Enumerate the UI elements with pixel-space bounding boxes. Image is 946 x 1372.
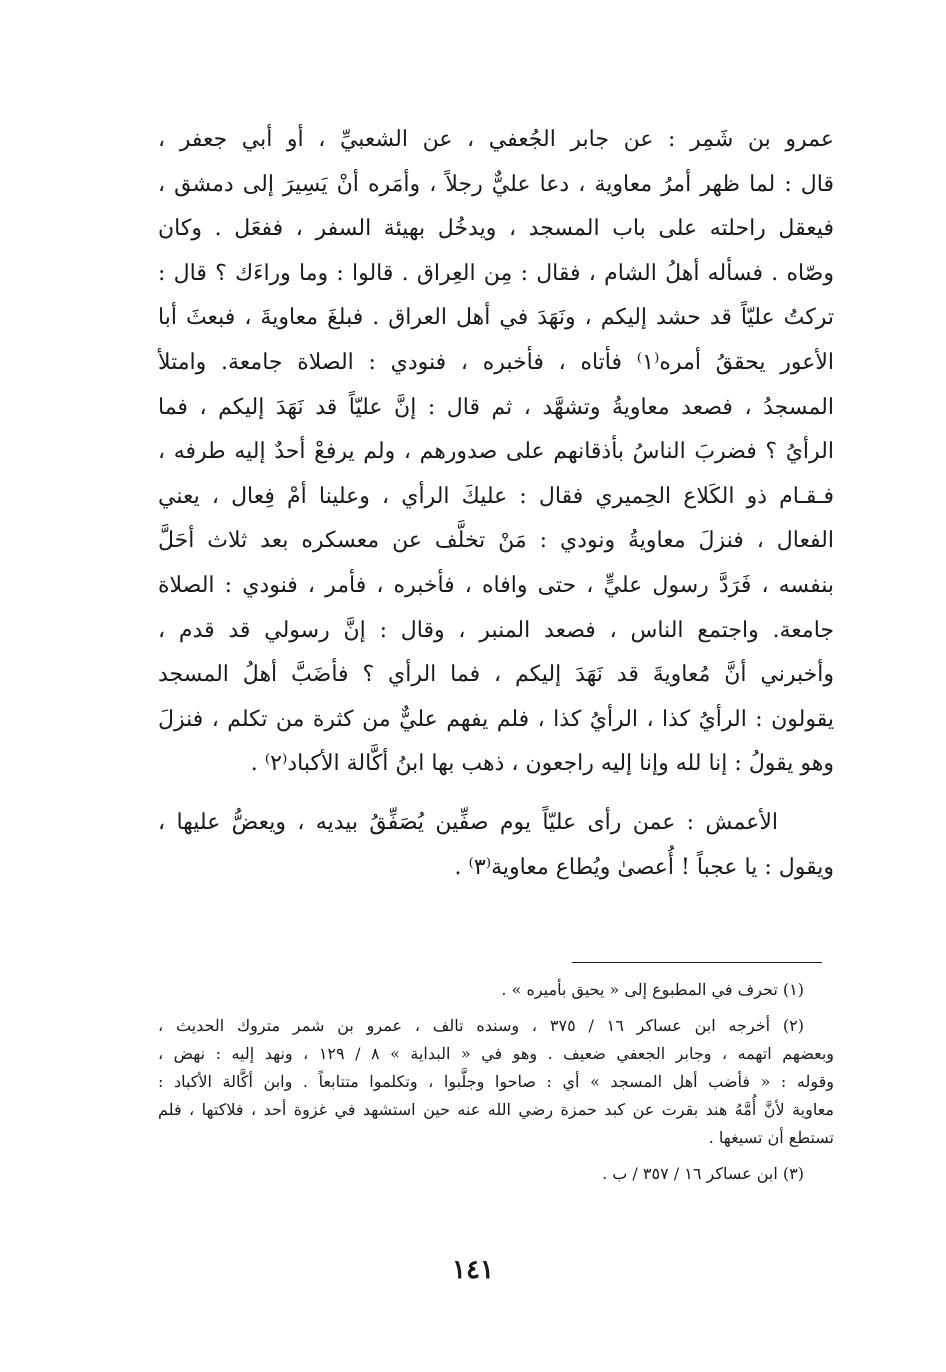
footnote-separator [572,962,822,963]
paragraph-al-amash [158,801,834,890]
text-line: الفعال ، فنزلَ معاويةُ ونودي : مَنْ تخلَّف عن معسكره بعد ثلاث أحَلَّ [158,528,834,554]
footnotes [158,976,834,1196]
text-line: المسجدُ ، فصعد معاويةُ وتشهَّد ، ثم قال : إنَّ عليّاً قد نَهَدَ إليكم ، فما [158,394,834,420]
main-text [158,118,834,890]
page-number: ١٤١ [452,1255,494,1285]
footnote-line: (٢) أخرجه ابن عساكر ١٦ / ٣٧٥ ، وسنده تالف ، عمرو بن شمر متروك الحديث ، [158,1016,804,1035]
text-line: يقولون : الرأيُ كذا ، الرأيُ كذا ، فلم يفهم عليٌّ من كثرة من تكلم ، فنزلَ [158,706,834,732]
text-line: وصّاه . فسأله أهلُ الشام ، فقال : مِن العِراق . قالوا : وما وراءَك ؟ قال : [158,260,834,286]
text-line: عمرو بن شَمِر : عن جابر الجُعفي ، عن الشعبيِّ ، أو أبي جعفر ، [158,127,834,152]
text-line: تركتُ عليّاً قد حشد إليكم ، ونَهَدَ في أهل العراق . فبلغَ معاويةَ ، فبعثَ أبا [158,305,834,331]
paragraph-amr-bin-shamir [158,118,834,787]
text-line: ويقول : يا عجباً ! أُعصىٰ ويُطاع معاوية⁽٣⁾ . [454,854,834,880]
footnote-line: معاوية لأنَّ أُمَّهُ هند بقرت عن كبد حمزة رضي الله عنه حين استشهد في غزوة أحد ، فلاكتها ، فلم [158,1100,834,1119]
text-line: وأخبرني أنَّ مُعاويةَ قد نَهَدَ إليكم ، فما الرأي ؟ فأضَبَّ أهلُ المسجد [158,662,834,688]
footnote-line: (٣) ابن عساكر ١٦ / ٣٥٧ / ب . [602,1164,804,1183]
footnote-line: (١) تحرف في المطبوع إلى « يحيق بأميره » . [501,980,804,999]
text-line: الأعور يحققُ أمره⁽١⁾ فأتاه ، فأخبره ، فنودي : الصلاة جامعة. وامتلأ [158,349,835,375]
text-line: جامعة. واجتمع الناس ، فصعد المنبر ، وقال : إنَّ رسولي قد قدم ، [158,617,834,643]
text-line: فـقـام ذو الكَلاع الحِميري فقال : عليكَ الرأي ، وعلينا أمْ فِعال ، يعني [158,483,834,509]
text-line: وهو يقولُ : إنا لله وإنا إليه راجعون ، ذهب بها ابنُ أكَّالة الأكباد⁽٢⁾ . [250,751,834,777]
footnote-3 [158,1160,834,1188]
text-line: قال : لما ظهر أمرُ معاوية ، دعا عليٌّ رجلاً ، وأمَره أنْ يَسِيرَ إلى دمشق ، [158,171,834,197]
footnote-line: تستطع أن تسيغها . [708,1128,834,1147]
footnote-line: وبعضهم اتهمه ، وجابر الجعفي ضعيف . وهو في « البداية » ٨ / ١٢٩ ، ونهد إليه : نهض ، [158,1044,835,1063]
text-line: بنفسه ، فَرَدَّ رسول عليٍّ ، حتى وافاه ، فأخبره ، فأمر ، فنودي : الصلاة [158,572,834,598]
footnote-2 [158,1012,834,1152]
text-line: الرأيُ ؟ فضربَ الناسُ بأذقانهم على صدورهم ، ولم يرفعْ أحدٌ إليه طرفه ، [158,439,834,465]
footnote-line: وقوله : « فأضب أهل المسجد » أي : صاحوا وجلَّبوا ، وتكلموا متتابعاً . وابن أكَّالة الأكباد : [158,1072,834,1091]
footnote-1 [158,976,834,1004]
text-line: فيعقل راحلته على باب المسجد ، ويدخُل بهيئة السفر ، ففعَل . وكان [158,216,834,242]
text-line: الأعمش : عمن رأى عليّاً يوم صفِّين يُصَفِّقُ بيديه ، ويعضُّ عليها ، [158,809,778,835]
